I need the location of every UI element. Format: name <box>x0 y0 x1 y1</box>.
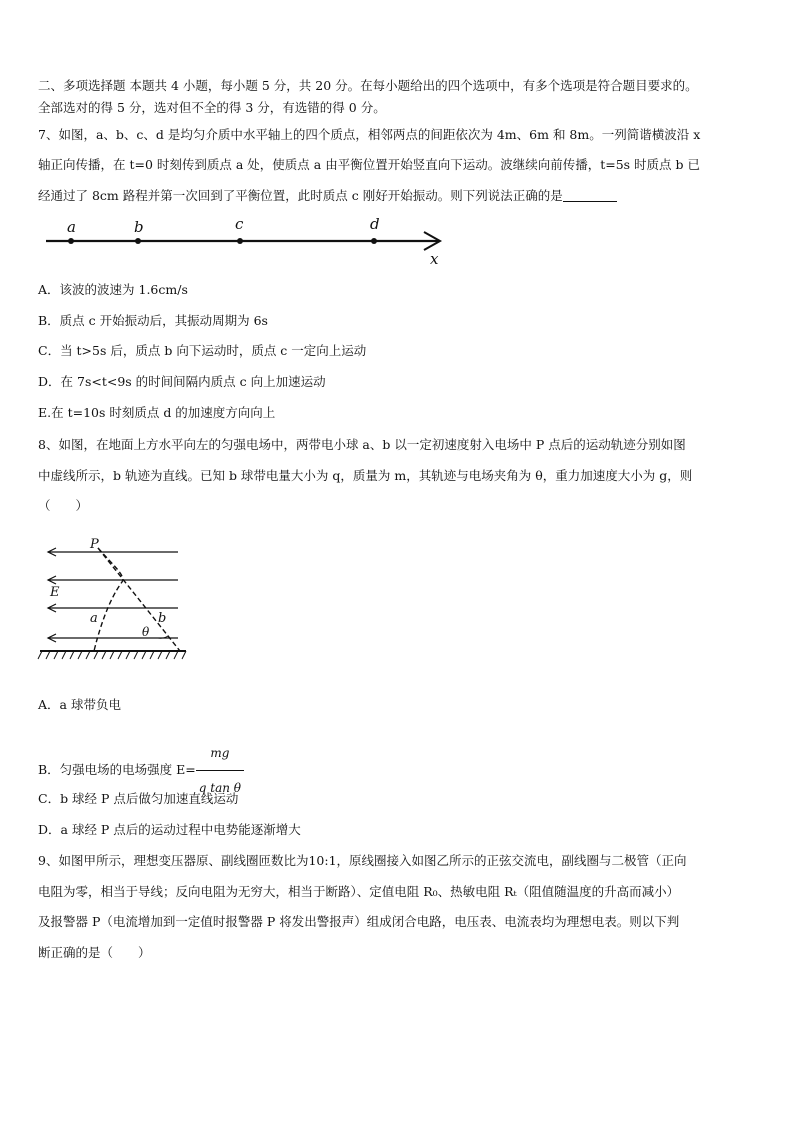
trajectory-b <box>98 548 180 651</box>
label-a: a <box>67 218 76 236</box>
ground-hatching <box>38 651 186 659</box>
q7-option-d: D．在 7s<t<9s 的时间间隔内质点 c 向上加速运动 <box>38 374 326 389</box>
q9-stem-line-3: 及报警器 P（电流增加到一定值时报警器 P 将发出警报声）组成闭合电路，电压表、电流表均为理想电表。则以下判 <box>38 914 680 929</box>
q8-stem-line-3: （ ） <box>38 498 89 513</box>
q7-option-e: E.在 t=10s 时刻质点 d 的加速度方向向上 <box>38 405 276 420</box>
q7-stem-line-3-text: 经通过了 8cm 路程并第一次回到了平衡位置，此时质点 c 刚好开始振动。则下列说法正确的是 <box>38 188 563 203</box>
label-a: a <box>90 611 98 626</box>
label-x: x <box>430 250 439 268</box>
answer-blank <box>563 189 617 202</box>
q7-option-a: A．该波的波速为 1.6cm/s <box>38 282 188 297</box>
q9-stem-line-2: 电阻为零，相当于导线；反向电阻为无穷大，相当于断路）、定值电阻 R₀、热敏电阻 Rₜ（阻值随温度的升高而减小） <box>38 884 680 899</box>
label-b: b <box>158 611 167 626</box>
q8-stem-line-1: 8、如图，在地面上方水平向左的匀强电场中，两带电小球 a、b 以一定初速度射入电场中 P 点后的运动轨迹分别如图 <box>38 437 686 452</box>
q8-option-d: D．a 球经 P 点后的运动过程中电势能逐渐增大 <box>38 822 301 837</box>
q8-field-figure <box>36 532 196 664</box>
label-d: d <box>370 215 380 233</box>
q7-option-b: B．质点 c 开始振动后，其振动周期为 6s <box>38 313 268 328</box>
q9-stem-line-1: 9、如图甲所示，理想变压器原、副线圈匝数比为10:1，原线圈接入如图乙所示的正弦交流电，副线圈与二极管（正向 <box>38 853 687 868</box>
label-e: E <box>50 585 60 600</box>
section-instructions-line-2: 全部选对的得 5 分，选对但不全的得 3 分，有选错的得 0 分。 <box>38 100 386 115</box>
section-instructions-line-1: 二、多项选择题 本题共 4 小题，每小题 5 分，共 20 分。在每小题给出的四个选项中，有多个选项是符合题目要求的。 <box>38 78 698 93</box>
label-c: c <box>235 215 244 233</box>
q7-stem-line-1: 7、如图，a、b、c、d 是均匀介质中水平轴上的四个质点，相邻两点的间距依次为 4m、6m 和 8m。一列简谐横波沿 x <box>38 127 701 142</box>
q9-stem-line-4: 断正确的是（ ） <box>38 945 151 960</box>
q8-option-b-text: B．匀强电场的电场强度 E= <box>38 762 196 777</box>
q7-option-c: C．当 t>5s 后，质点 b 向下运动时，质点 c 一定向上运动 <box>38 343 367 358</box>
label-b: b <box>134 218 144 236</box>
q7-stem-line-2: 轴正向传播，在 t=0 时刻传到质点 a 处，使质点 a 由平衡位置开始竖直向下运动。波继续向前传播，t=5s 时质点 b 已 <box>38 157 700 172</box>
point-b <box>135 238 141 244</box>
q7-stem-line-3 <box>38 188 617 204</box>
point-c <box>237 238 243 244</box>
q8-option-c: C．b 球经 P 点后做匀加速直线运动 <box>38 791 239 806</box>
point-a <box>68 238 74 244</box>
q7-axis-figure <box>40 212 460 268</box>
label-p: P <box>90 537 99 552</box>
fraction-numerator: mg <box>196 736 244 771</box>
point-d <box>371 238 377 244</box>
trajectory-a <box>94 548 123 651</box>
label-theta: θ <box>142 625 150 639</box>
q8-stem-line-2: 中虚线所示，b 轨迹为直线。已知 b 球带电量大小为 q，质量为 m，其轨迹与电场夹角为 θ，重力加速度大小为 g，则 <box>38 468 693 483</box>
q8-option-a: A．a 球带负电 <box>38 697 121 712</box>
fraction-denominator: q tan θ <box>198 781 242 795</box>
